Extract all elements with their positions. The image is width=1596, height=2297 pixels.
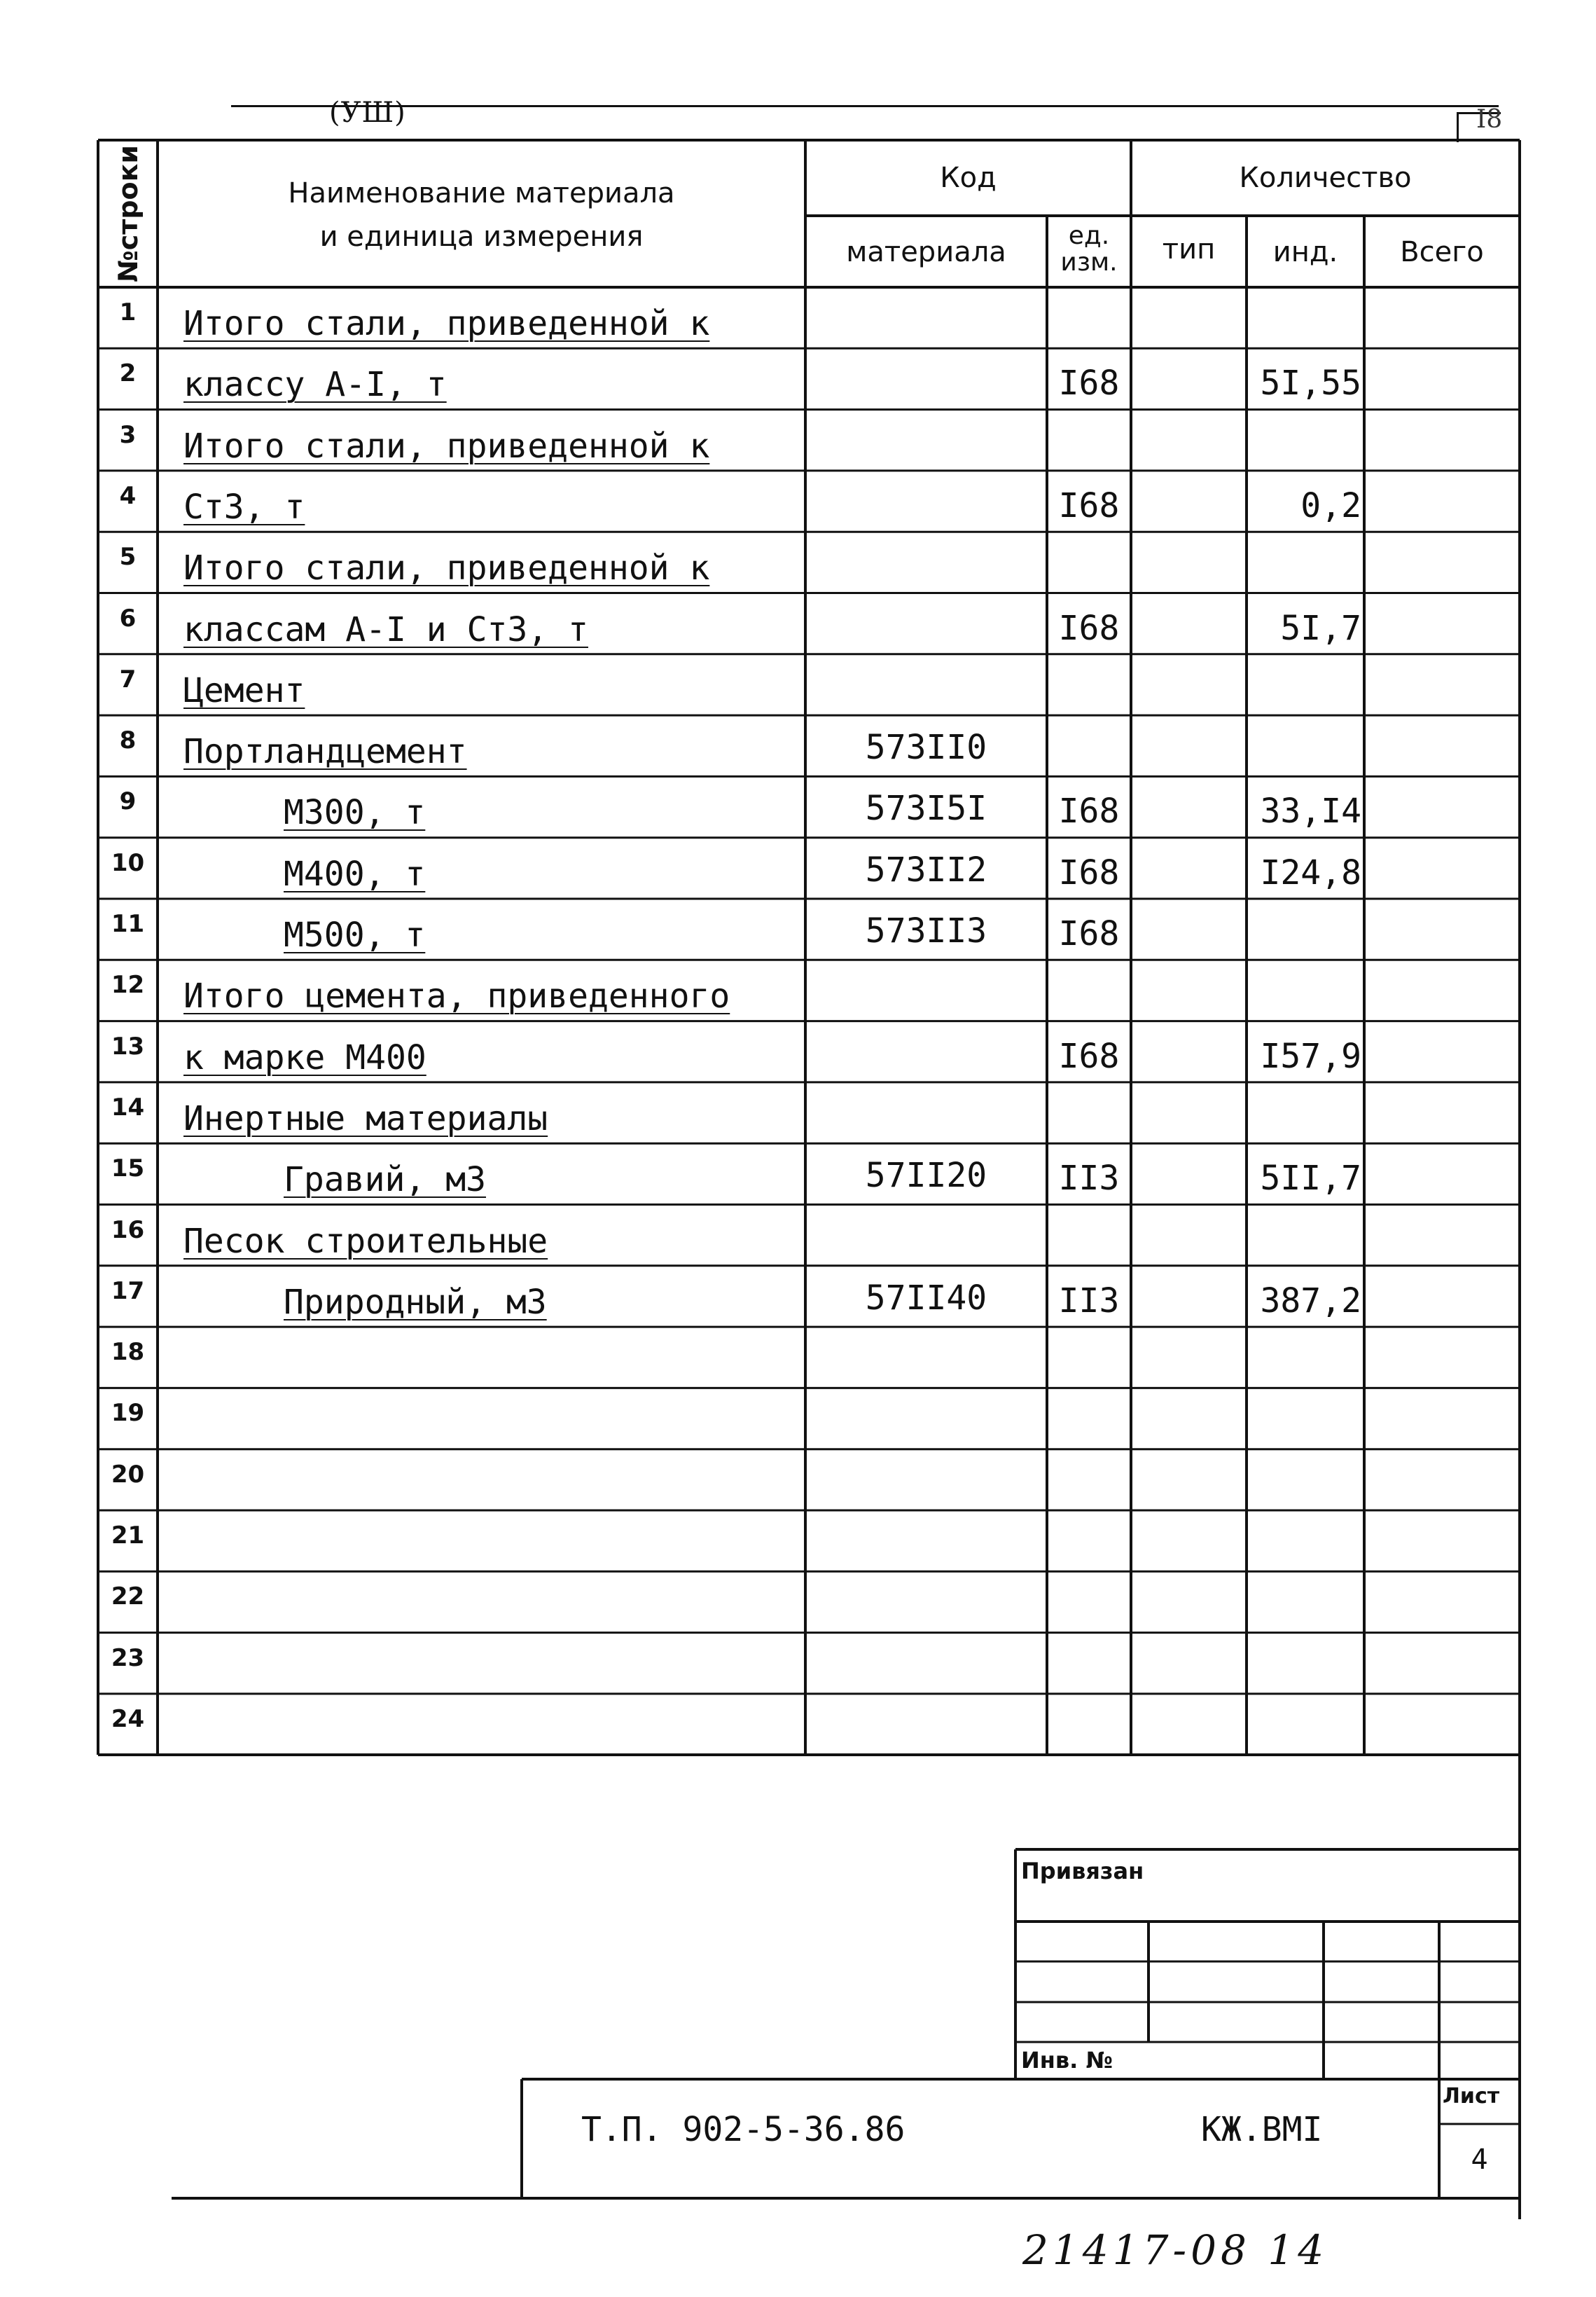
material-code-cell: 573I5I [865,789,987,829]
individual-quantity-cell: 33,I4 [1260,792,1361,832]
material-name-cell: Итого стали, приведенной к [183,304,710,343]
row-number: 19 [111,1399,145,1428]
row-number: 10 [111,848,145,877]
row-number: 23 [111,1643,145,1672]
code-header: Код [940,162,997,194]
material-name-cell: классу А-I, т [183,365,447,405]
unit-code-cell: I68 [1058,485,1120,525]
row-number: 7 [119,665,137,694]
material-name-cell: классам А-I и Ст3, т [183,609,588,649]
corner-number: I8 [1476,105,1503,134]
individual-quantity-cell: 5II,7 [1260,1159,1361,1199]
individual-quantity-cell: I24,8 [1260,853,1361,892]
individual-header: инд. [1272,236,1338,268]
row-number: 3 [119,420,137,449]
row-number: 13 [111,1032,145,1061]
material-name-cell: Итого цемента, приведенного [183,977,730,1016]
material-name-cell: Итого стали, приведенной к [183,549,710,588]
row-number: 22 [111,1582,145,1611]
individual-quantity-cell: I57,9 [1260,1036,1361,1076]
sheet-number: 4 [1471,2144,1488,2176]
material-name-cell: Гравий, м3 [284,1160,486,1200]
row-number: 5 [119,543,137,572]
material-name-cell: М300, т [284,793,426,833]
inventory-number-label: Инв. № [1021,2047,1113,2074]
material-code-cell: 573II2 [865,850,987,890]
handwritten-number: 21417-08 14 [1022,2226,1328,2274]
material-code-cell: 57II20 [865,1156,987,1196]
unit-code-cell: I68 [1058,364,1120,403]
material-code-cell: 57II40 [865,1278,987,1318]
row-number: 11 [111,910,145,938]
material-code-header: материала [846,236,1006,268]
row-number: 2 [119,359,137,388]
row-number: 18 [111,1338,145,1367]
unit-code-cell: II3 [1058,1281,1120,1320]
individual-quantity-cell: 387,2 [1260,1281,1361,1320]
material-name-cell: Цемент [183,670,305,710]
row-number: 1 [119,298,137,326]
material-name-cell: Итого стали, приведенной к [183,426,710,466]
row-number-header: №строки [112,145,144,282]
row-number: 4 [119,481,137,510]
sheet-label: Лист [1443,2084,1500,2109]
row-number: 21 [111,1522,145,1550]
row-number: 24 [111,1704,145,1733]
unit-code-cell: II3 [1058,1159,1120,1199]
row-number: 9 [119,787,137,816]
material-name-cell: Инертные материалы [183,1098,548,1138]
unit-code-cell: I68 [1058,792,1120,832]
row-number: 16 [111,1215,145,1244]
unit-header-line1: ед. [1068,221,1110,250]
material-name-cell: к марке М400 [183,1037,426,1077]
material-code-cell: 573II0 [865,728,987,768]
bound-label: Привязан [1021,1858,1144,1884]
row-number: 6 [119,604,137,633]
unit-code-cell: I68 [1058,608,1120,648]
material-name-cell: Ст3, т [183,487,305,527]
unit-code-cell: I68 [1058,914,1120,953]
individual-quantity-cell: 5I,7 [1280,608,1361,648]
document-code: КЖ.ВМI [1201,2110,1323,2149]
sheet-top-line [231,105,1499,107]
material-name-cell: Портландцемент [183,732,467,772]
unit-code-cell: I68 [1058,853,1120,892]
name-header-line2: и единица измерения [319,221,644,253]
row-number: 8 [119,726,137,755]
row-number: 15 [111,1154,145,1183]
row-number: 14 [111,1093,145,1122]
row-number: 12 [111,971,145,1000]
material-name-cell: Природный, м3 [284,1282,547,1322]
individual-quantity-cell: 0,2 [1300,485,1361,525]
section-mark: (УШ) [329,97,406,129]
unit-code-cell: I68 [1058,1036,1120,1076]
project-code: Т.П. 902-5-36.86 [581,2110,905,2149]
individual-quantity-cell: 5I,55 [1260,364,1361,403]
type-header: тип [1162,233,1216,265]
unit-header-line2: изм. [1060,248,1118,277]
material-name-cell: М500, т [284,916,426,955]
material-name-cell: Песок строительные [183,1221,548,1261]
row-number: 20 [111,1460,145,1489]
quantity-header: Количество [1239,162,1412,194]
total-header: Всего [1400,236,1484,268]
name-header-line1: Наименование материала [288,177,675,209]
row-number: 17 [111,1276,145,1305]
material-name-cell: М400, т [284,854,426,894]
material-code-cell: 573II3 [865,911,987,951]
